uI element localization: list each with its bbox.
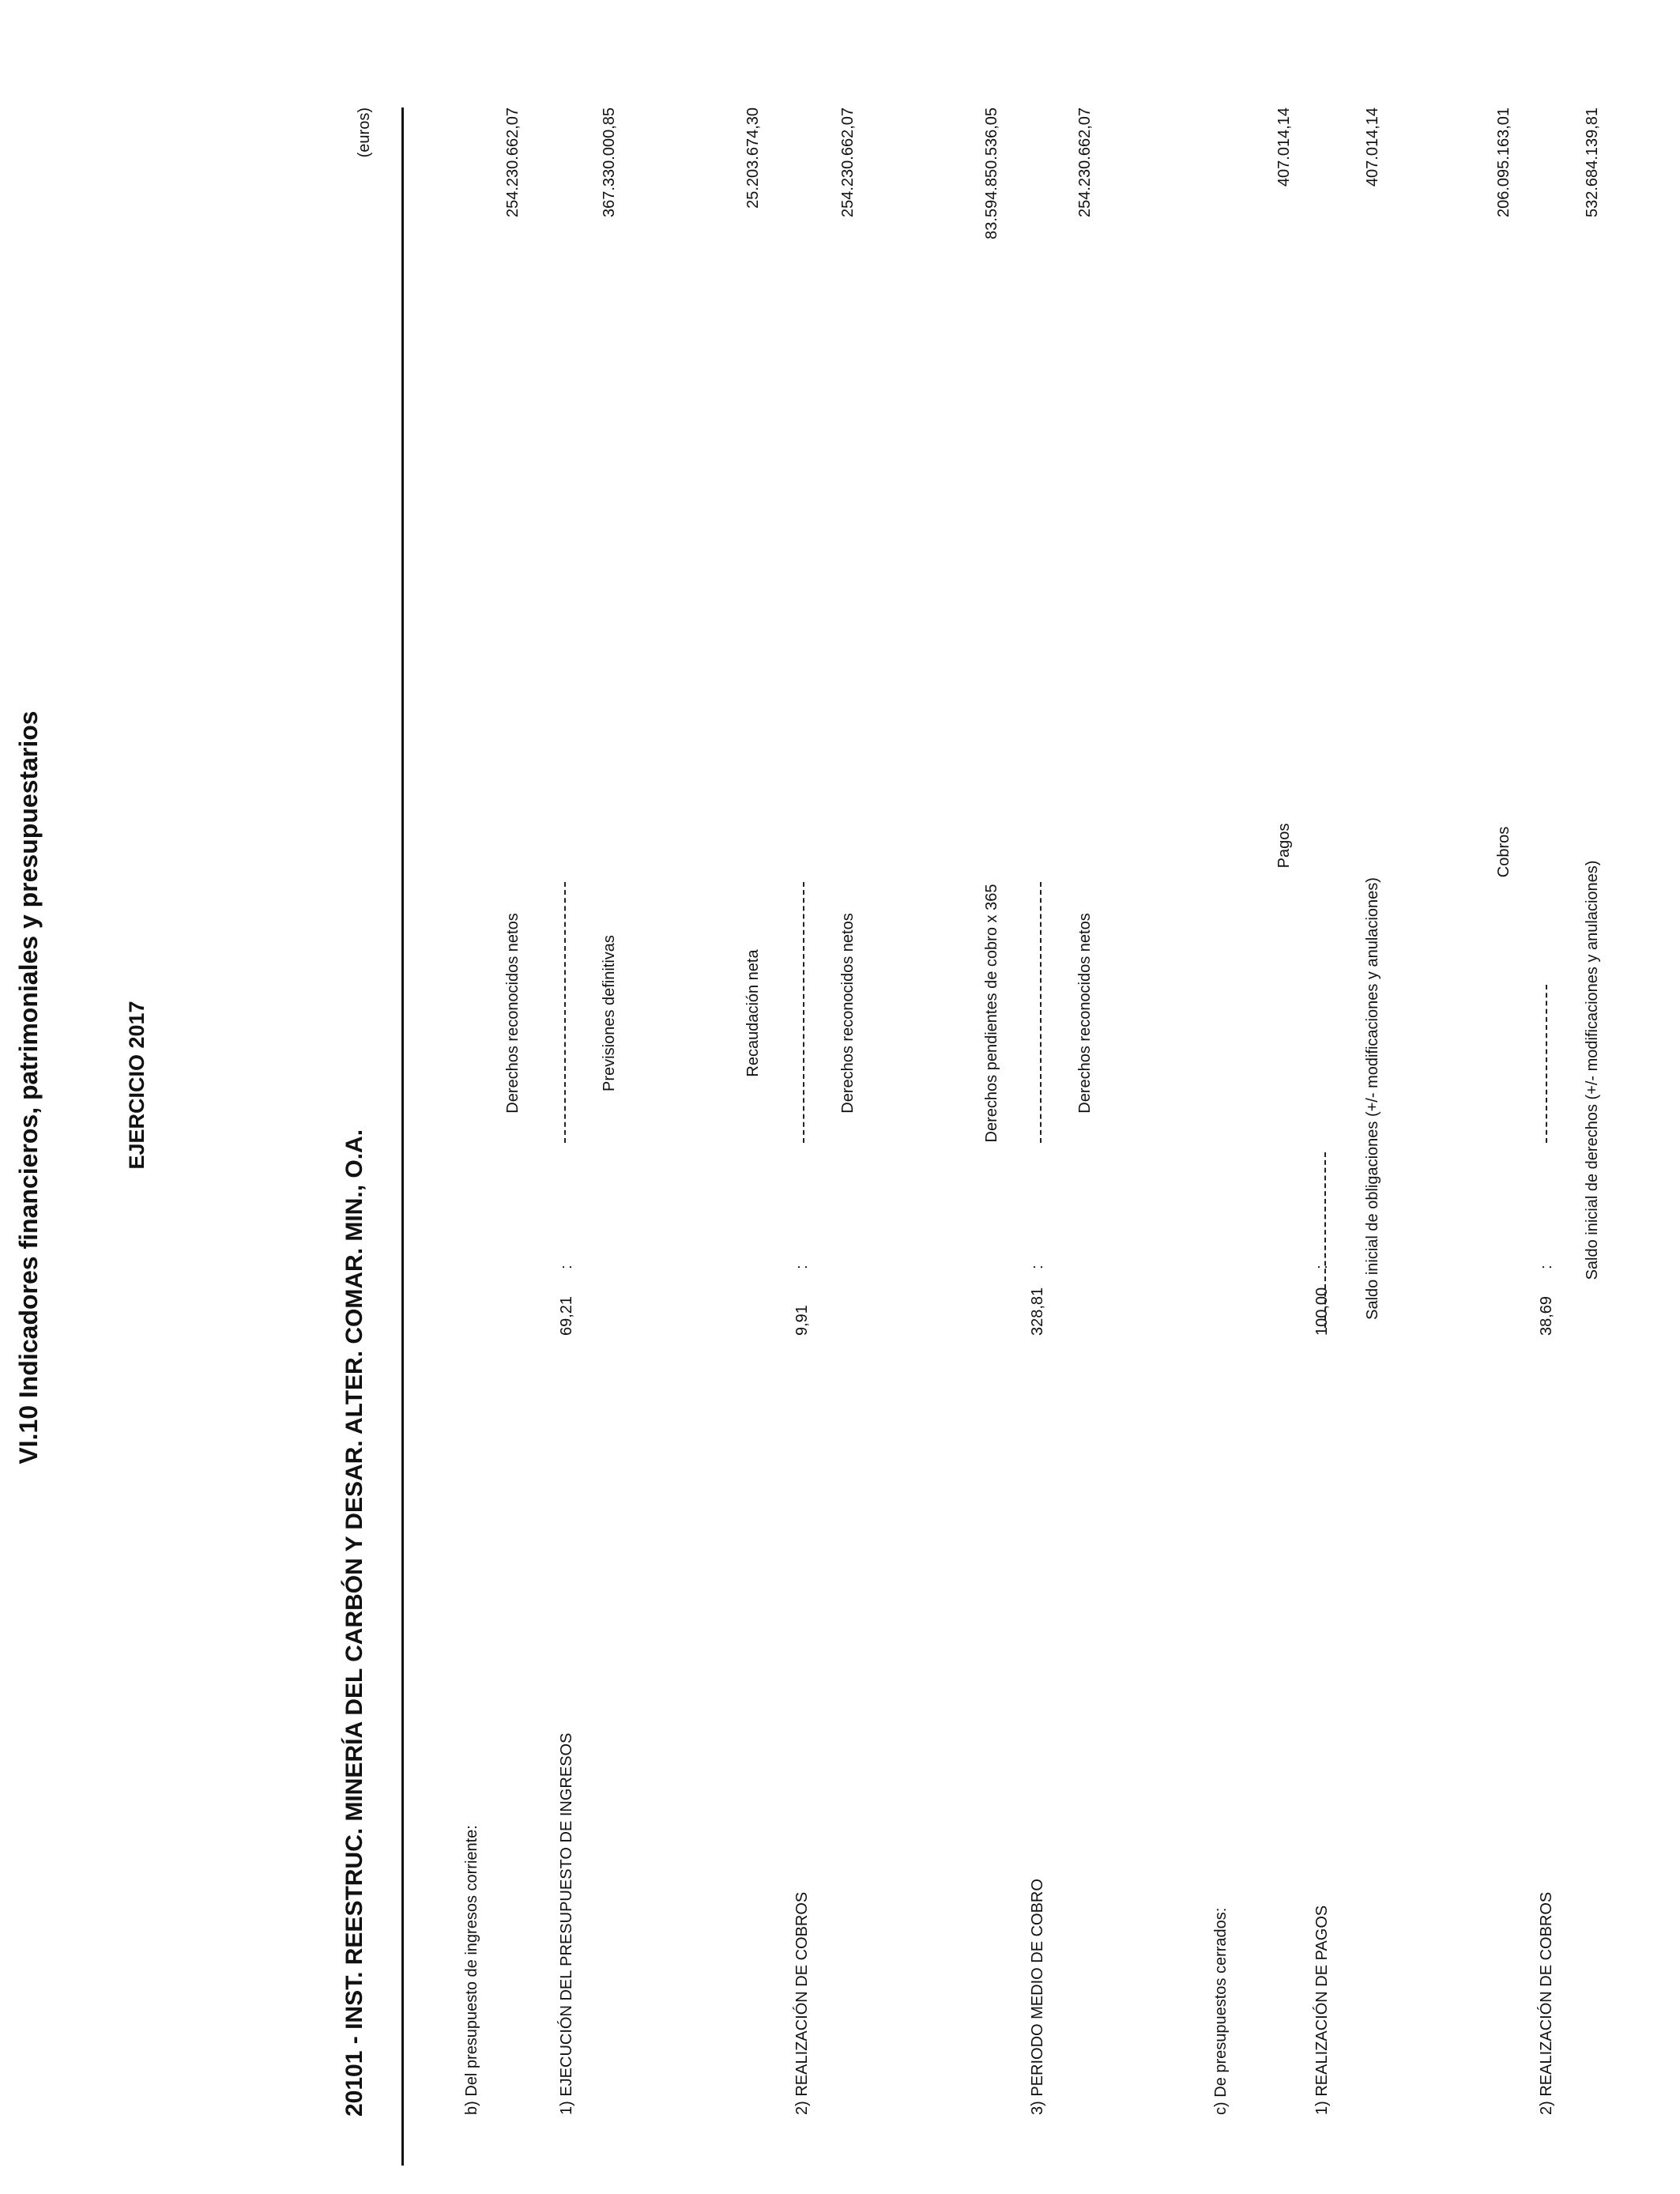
fraction-line (564, 882, 566, 1143)
fraction-line (803, 882, 804, 1143)
ejercicio-heading: EJERCICIO 2017 (125, 1001, 149, 1170)
numerator-label: Derechos reconocidos netos (504, 913, 522, 1114)
indicator-name: 1) REALIZACIÓN DE PAGOS (1313, 1905, 1331, 2115)
numerator-value: 407.014,14 (1275, 107, 1293, 187)
indicator-name: 2) REALIZACIÓN DE COBROS (793, 1891, 811, 2115)
denominator-value: 407.014,14 (1364, 107, 1381, 187)
indicator-value: 69,21 (558, 1295, 575, 1336)
numerator-value: 25.203.674,30 (744, 107, 762, 209)
section-b-label: b) Del presupuesto de ingresos corriente: (463, 1825, 480, 2115)
numerator-value: 254.230.662,07 (504, 107, 522, 218)
denominator-value: 254.230.662,07 (1076, 107, 1094, 218)
header-rule (401, 107, 404, 2166)
denominator-label: Saldo inicial de derechos (+/- modificaciones y anulaciones) (1584, 860, 1601, 1280)
fraction-line (1546, 985, 1547, 1143)
denominator-value: 532.684.139,81 (1584, 107, 1601, 218)
denominator-value: 367.330.000,85 (601, 107, 618, 218)
numerator-value: 83.594.850.536,05 (983, 107, 1000, 239)
denominator-label: Saldo inicial de obligaciones (+/- modificaciones y anulaciones) (1364, 877, 1381, 1320)
indicator-name: 2) REALIZACIÓN DE COBROS (1538, 1891, 1555, 2115)
numerator-label: Pagos (1275, 823, 1293, 869)
numerator-label: Derechos pendientes de cobro x 365 (983, 884, 1000, 1143)
numerator-label: Recaudación neta (744, 949, 762, 1077)
fraction-line (1040, 882, 1042, 1143)
indicator-value: 100,00 (1313, 1287, 1331, 1336)
indicator-name: 1) EJECUCIÓN DEL PRESUPUESTO DE INGRESOS (558, 1732, 575, 2115)
units-label: (euros) (356, 107, 373, 158)
colon: : (558, 1265, 575, 1269)
colon: : (793, 1265, 811, 1269)
numerator-value: 206.095.163,01 (1495, 107, 1512, 218)
indicator-value: 9,91 (793, 1305, 811, 1336)
numerator-label: Cobros (1495, 826, 1512, 878)
indicator-value: 328,81 (1029, 1287, 1046, 1336)
denominator-label: Previsiones definitivas (601, 935, 618, 1091)
indicator-name: 3) PERIODO MEDIO DE COBRO (1029, 1879, 1046, 2115)
section-c-label: c) De presupuestos cerrados: (1212, 1907, 1230, 2115)
colon: : (1538, 1265, 1555, 1269)
colon: : (1029, 1265, 1046, 1269)
denominator-value: 254.230.662,07 (839, 107, 857, 218)
denominator-label: Derechos reconocidos netos (1076, 913, 1094, 1114)
fraction-line (1324, 1152, 1326, 1328)
denominator-label: Derechos reconocidos netos (839, 913, 857, 1114)
entity-heading: 20101 - INST. REESTRUC. MINERÍA DEL CARBÓN Y DESAR. ALTER. COMAR. MIN., O.A. (341, 1129, 367, 2117)
indicator-value: 38,69 (1538, 1295, 1555, 1336)
report-title: VI.10 Indicadores financieros, patrimoniales y presupuestarios (14, 711, 43, 1465)
colon: : (1313, 1265, 1331, 1269)
